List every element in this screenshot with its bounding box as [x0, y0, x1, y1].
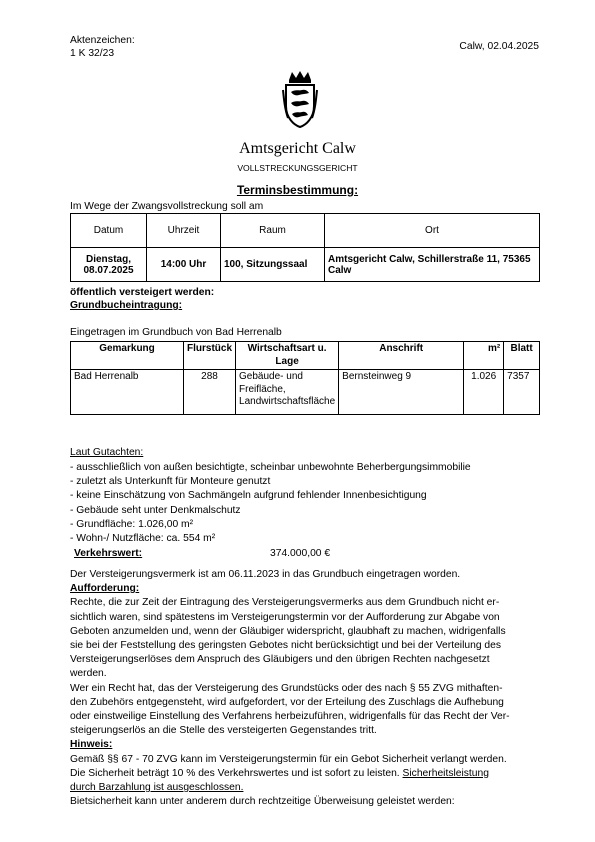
aufforderung-line: steigerungserlös an die Stelle des versteigerten Gegenstandes tritt. — [70, 725, 377, 737]
vermerk-text: Der Versteigerungsvermerk ist am 06.11.2023 in das Grundbuch eingetragen worden. — [70, 569, 461, 580]
header-cell: Raum — [221, 214, 325, 248]
hinweis-underlined: Sicherheitsleistung — [402, 767, 489, 779]
header-cell: Anschrift — [339, 342, 464, 370]
table-header-row — [71, 342, 540, 370]
header-cell: Blatt — [504, 342, 540, 370]
aufforderung-line: sie bei der Feststellung des geringsten Gebotes nicht berücksichtigt und bei der Verteilung des — [70, 640, 502, 652]
court-name: Amtsgericht Calw — [239, 140, 356, 157]
aufforderung-line: Rechte, die zur Zeit der Eintragung des Versteigerungsvermerks aus dem Grundbuch nicht er- — [70, 597, 500, 609]
case-number-block — [70, 34, 135, 60]
gutachten-list — [70, 461, 471, 546]
table-row — [71, 370, 540, 415]
location-cell: Amtsgericht Calw, Schillerstraße 11, 75365 Calw — [325, 248, 540, 282]
header-cell: Gemarkung — [71, 342, 184, 370]
header-cell: m² — [464, 342, 504, 370]
table-header-row — [71, 214, 540, 248]
cell-wirtschaftsart: Gebäude- und Freifläche, Landwirtschaftsfläche — [236, 370, 339, 415]
header-cell: Ort — [325, 214, 540, 248]
header-cell: Wirtschaftsart u. Lage — [236, 342, 339, 370]
cell-anschrift: Bernsteinweg 9 — [339, 370, 464, 415]
court-subtitle: VOLLSTRECKUNGSGERICHT — [237, 163, 358, 173]
hinweis-plain: Die Sicherheit beträgt 10 % des Verkehrswertes und ist sofort zu leisten. — [70, 767, 403, 779]
aufforderung-line: sichtlich waren, sind spätestens im Versteigerungstermin vor der Aufforderung zur Abgabe von — [70, 611, 500, 623]
aufforderung-heading: Aufforderung: — [70, 583, 140, 595]
cell-area: 1.026 — [464, 370, 504, 415]
hinweis-heading: Hinweis: — [70, 739, 113, 751]
aufforderung-line: Versteigerungserlöses dem Anspruch des Gläubigers und den übrigen Rechten nachgesetzt — [70, 654, 490, 666]
verkehrswert-label: Verkehrswert: — [74, 548, 143, 559]
list-item: - ausschließlich von außen besichtigte, scheinbar unbewohnte Beherbergungsimmobilie — [70, 462, 471, 473]
intro-text: Im Wege der Zwangsvollstreckung soll am — [70, 201, 264, 212]
grundbuch-intro: Eingetragen im Grundbuch von Bad Herrenalb — [70, 327, 282, 338]
hinweis-line: durch Barzahlung ist ausgeschlossen. — [70, 782, 244, 794]
header-cell: Datum — [71, 214, 147, 248]
aufforderung-line: werden. — [70, 668, 107, 680]
list-item: - Grundfläche: 1.026,00 m² — [70, 518, 194, 530]
hinweis-line: Gemäß §§ 67 - 70 ZVG kann im Versteigerungstermin für ein Gebot Sicherheit verlangt werden. — [70, 753, 507, 765]
appointment-table — [70, 213, 540, 282]
header-cell: Uhrzeit — [147, 214, 221, 248]
list-item: - zuletzt als Unterkunft für Monteure genutzt — [70, 476, 271, 488]
cell-flurstueck: 288 — [184, 370, 236, 415]
room-cell: 100, Sitzungssaal — [221, 248, 325, 282]
place-date: Calw, 02.04.2025 — [459, 41, 539, 52]
aufforderung-line: den Zubehörs entgegensteht, wird aufgefordert, vor der Erteilung des Zuschlags die Aufhebung — [70, 696, 504, 708]
case-number-label: Aktenzeichen: — [70, 35, 135, 46]
hinweis-line — [70, 767, 538, 781]
aufforderung-line: oder einstweilige Einstellung des Verfahrens herbeizuführen, widrigenfalls für das Recht der Ver- — [70, 711, 510, 723]
table-row — [71, 248, 540, 282]
document-title: Terminsbestimmung: — [236, 183, 359, 197]
grundbuch-heading: Grundbucheintragung: — [70, 300, 183, 311]
list-item: - Gebäude seht unter Denkmalschutz — [70, 504, 241, 516]
case-number: 1 K 32/23 — [70, 48, 115, 59]
cell-gemarkung: Bad Herrenalb — [71, 370, 184, 415]
verkehrswert-value: 374.000,00 € — [270, 548, 331, 559]
cell-blatt: 7357 — [504, 370, 540, 415]
grundbuch-table — [70, 341, 540, 415]
coat-of-arms-icon — [282, 70, 318, 128]
aufforderung-line: Geboten anzumelden und, wenn der Gläubiger widerspricht, glaubhaft zu machen, widrigenfalls — [70, 625, 506, 637]
body-text — [70, 568, 538, 809]
gutachten-heading: Laut Gutachten: — [70, 447, 144, 458]
hinweis-line: Bietsicherheit kann unter anderem durch rechtzeitige Überweisung geleistet werden: — [70, 796, 455, 808]
after-table-text: öffentlich versteigert werden: — [70, 287, 215, 298]
time-cell: 14:00 Uhr — [147, 248, 221, 282]
list-item: - keine Einschätzung von Sachmängeln aufgrund fehlender Innenbesichtigung — [70, 490, 427, 502]
list-item: - Wohn-/ Nutzfläche: ca. 554 m² — [70, 533, 216, 545]
header-cell: Flurstück — [184, 342, 236, 370]
date-cell: Dienstag, 08.07.2025 — [71, 248, 147, 282]
aufforderung-line: Wer ein Recht hat, das der Versteigerung des Grundstücks oder des nach § 55 ZVG mithaften- — [70, 682, 503, 694]
